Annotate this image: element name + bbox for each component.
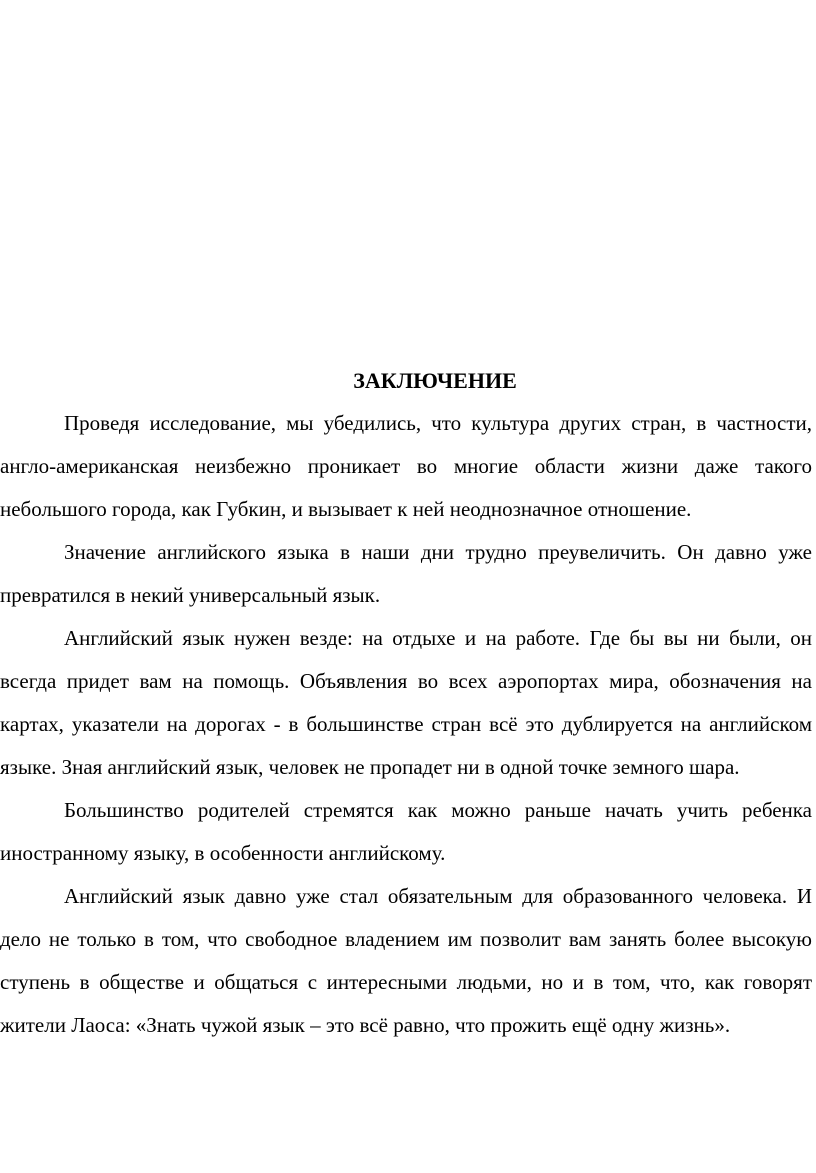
paragraph: Большинство родителей стремятся как можно раньше начать учить ребенка иностранному языку, в особенности английскому. — [0, 798, 812, 865]
paragraph: Значение английского языка в наши дни трудно преувеличить. Он давно уже превратился в некий универсальный язык. — [0, 540, 812, 607]
page-title: ЗАКЛЮЧЕНИЕ — [353, 368, 517, 393]
paragraph: Проведя исследование, мы убедились, что культура других стран, в частности, англо-американская неизбежно проникает во многие области жизни даже такого небольшого города, как Губкин, и вызывает к ней неоднозначное отношение. — [0, 411, 812, 521]
document-page — [0, 360, 816, 1047]
paragraph: Английский язык нужен везде: на отдыхе и на работе. Где бы вы ни были, он всегда придет вам на помощь. Объявления во всех аэропортах мира, обозначения на картах, указатели на дорогах - в большинстве стран всё это дублируется на английском языке. Зная английский язык, человек не пропадет ни в одной точке земного шара. — [0, 626, 812, 779]
paragraph: Английский язык давно уже стал обязательным для образованного человека. И дело не только в том, что свободное владением им позволит вам занять более высокую ступень в обществе и общаться с интересными людьми, но и в том, что, как говорят жители Лаоса: «Знать чужой язык – это всё равно, что прожить ещё одну жизнь». — [0, 884, 812, 1037]
